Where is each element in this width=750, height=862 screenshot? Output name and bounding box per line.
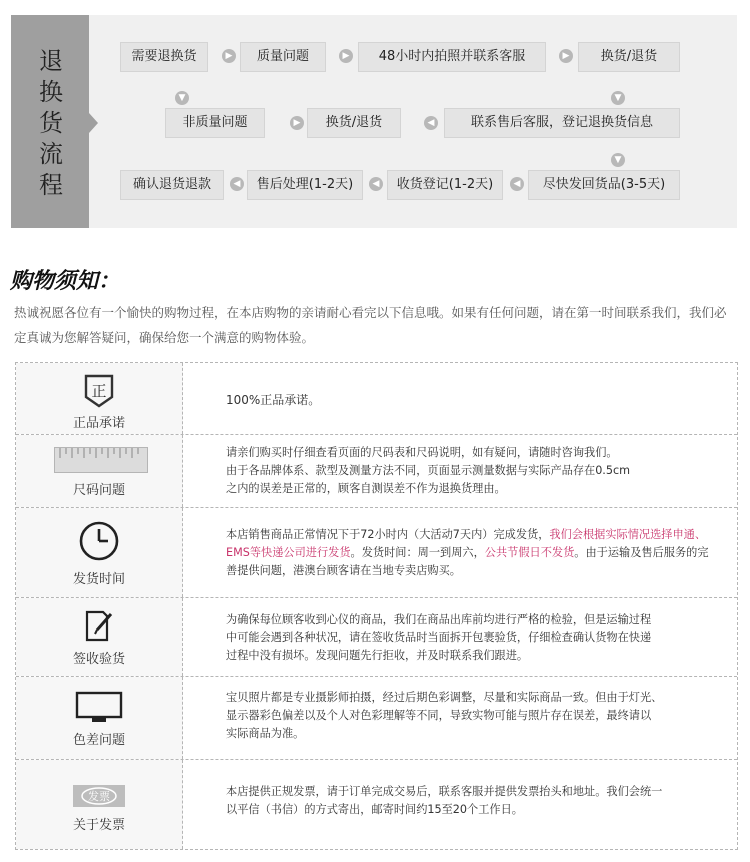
flow-step-need-return: 需要退换货 [120,42,208,72]
arrow-left-icon: ◀ [424,116,438,130]
text-color: 宝贝照片都是专业摄影师拍摄，经过后期色彩调整，尽量和实际商品一致。但由于灯光、 显示器彩色偏差以及个人对色彩理解等不同，导致实物可能与照片存在误差，最终请以 实际商品为准。 [226,691,663,740]
notice-intro: 热诚祝愿各位有一个愉快的购物过程，在本店购物的亲请耐心看完以下信息哦。如果有任何问题，请在第一时间联系我们，我们必定真诚为您解答疑问，确保给您一个满意的购物体验。 [14,305,727,345]
flow-step-receive-register: 收货登记(1-2天) [387,170,503,200]
return-flow-pointer [89,113,98,133]
label-shipping: 发货时间 [72,572,125,587]
flow-step-photo-contact: 48小时内拍照并联系客服 [358,42,546,72]
arrow-down-icon: ▼ [611,153,625,167]
svg-text:发票: 发票 [88,790,110,803]
shield-icon [81,373,117,409]
text-invoice: 本店提供正规发票，请于订单完成交易后，联系客服并提供发票抬头和地址。我们会统一 以平信（书信）的方式寄出，邮寄时间约15至20个工作日。 [226,785,663,816]
arrow-right-icon: ▶ [290,116,304,130]
arrow-left-icon: ◀ [510,177,524,191]
flow-step-confirm-refund: 确认退货退款 [120,170,224,200]
flow-step-exchange-return-2: 换货/退货 [307,108,401,138]
label-size: 尺码问题 [72,483,125,498]
table-row-invoice [16,760,737,849]
arrow-right-icon: ▶ [559,49,573,63]
text-shipping: 本店销售商品正常情况下于72小时内（大活动7天内）完成发货，我们会根据实际情况选择申通、EMS等快递公司进行发货。发货时间：周一到周六，公共节假日不发货。由于运输及售后服务的完善提供问题，港澳台顾客请在当地专卖店购买。 [226,528,709,577]
label-genuine: 正品承诺 [72,416,125,431]
text-receipt: 为确保每位顾客收到心仪的商品，我们在商品出库前均进行严格的检验，但是运输过程 中可能会遇到各种状况，请在签收货品时当面拆开包裹验货，仔细检查确认货物在快递 过程中没有损坏。发现问题先行拒收，并及时联系我们跟进。 [226,613,652,662]
text-genuine: 100%正品承诺。 [226,393,321,407]
arrow-right-icon: ▶ [222,49,236,63]
flow-step-contact-aftersale: 联系售后客服，登记退换货信息 [444,108,680,138]
text-size: 请亲们购买时仔细查看页面的尺码表和尺码说明，如有疑问，请随时咨询我们。 由于各品牌体系、款型及测量方法不同，页面显示测量数据与实际产品存在0.5cm 之内的误差是正常的，顾客自测误差不作为退换货理由。 [226,446,631,495]
arrow-down-icon: ▼ [175,91,189,105]
flow-step-aftersale-process: 售后处理(1-2天) [247,170,363,200]
ruler-icon [54,447,148,473]
table-row-color [16,677,737,760]
svg-text:正: 正 [91,382,107,400]
flow-step-quality-issue: 质量问题 [240,42,326,72]
arrow-left-icon: ◀ [230,177,244,191]
flow-step-exchange-return-1: 换货/退货 [578,42,680,72]
table-row-genuine [16,363,737,435]
table-row-receipt [16,598,737,677]
flow-step-non-quality: 非质量问题 [165,108,265,138]
label-receipt: 签收验货 [72,652,125,667]
invoice-stamp-icon [72,784,126,808]
label-invoice: 关于发票 [72,818,125,833]
flow-step-send-back: 尽快发回货品(3-5天) [528,170,680,200]
arrow-right-icon: ▶ [339,49,353,63]
table-row-size [16,435,737,508]
table-row-shipping [16,508,737,598]
info-table [15,362,738,850]
notice-title: 购物须知： [10,268,121,294]
arrow-down-icon: ▼ [611,91,625,105]
arrow-left-icon: ◀ [369,177,383,191]
clock-icon [78,520,120,562]
monitor-icon [75,691,123,725]
sign-document-icon [83,610,117,642]
return-flow-title: 退 换 货 流 程 [39,47,63,199]
label-color: 色差问题 [72,733,125,748]
